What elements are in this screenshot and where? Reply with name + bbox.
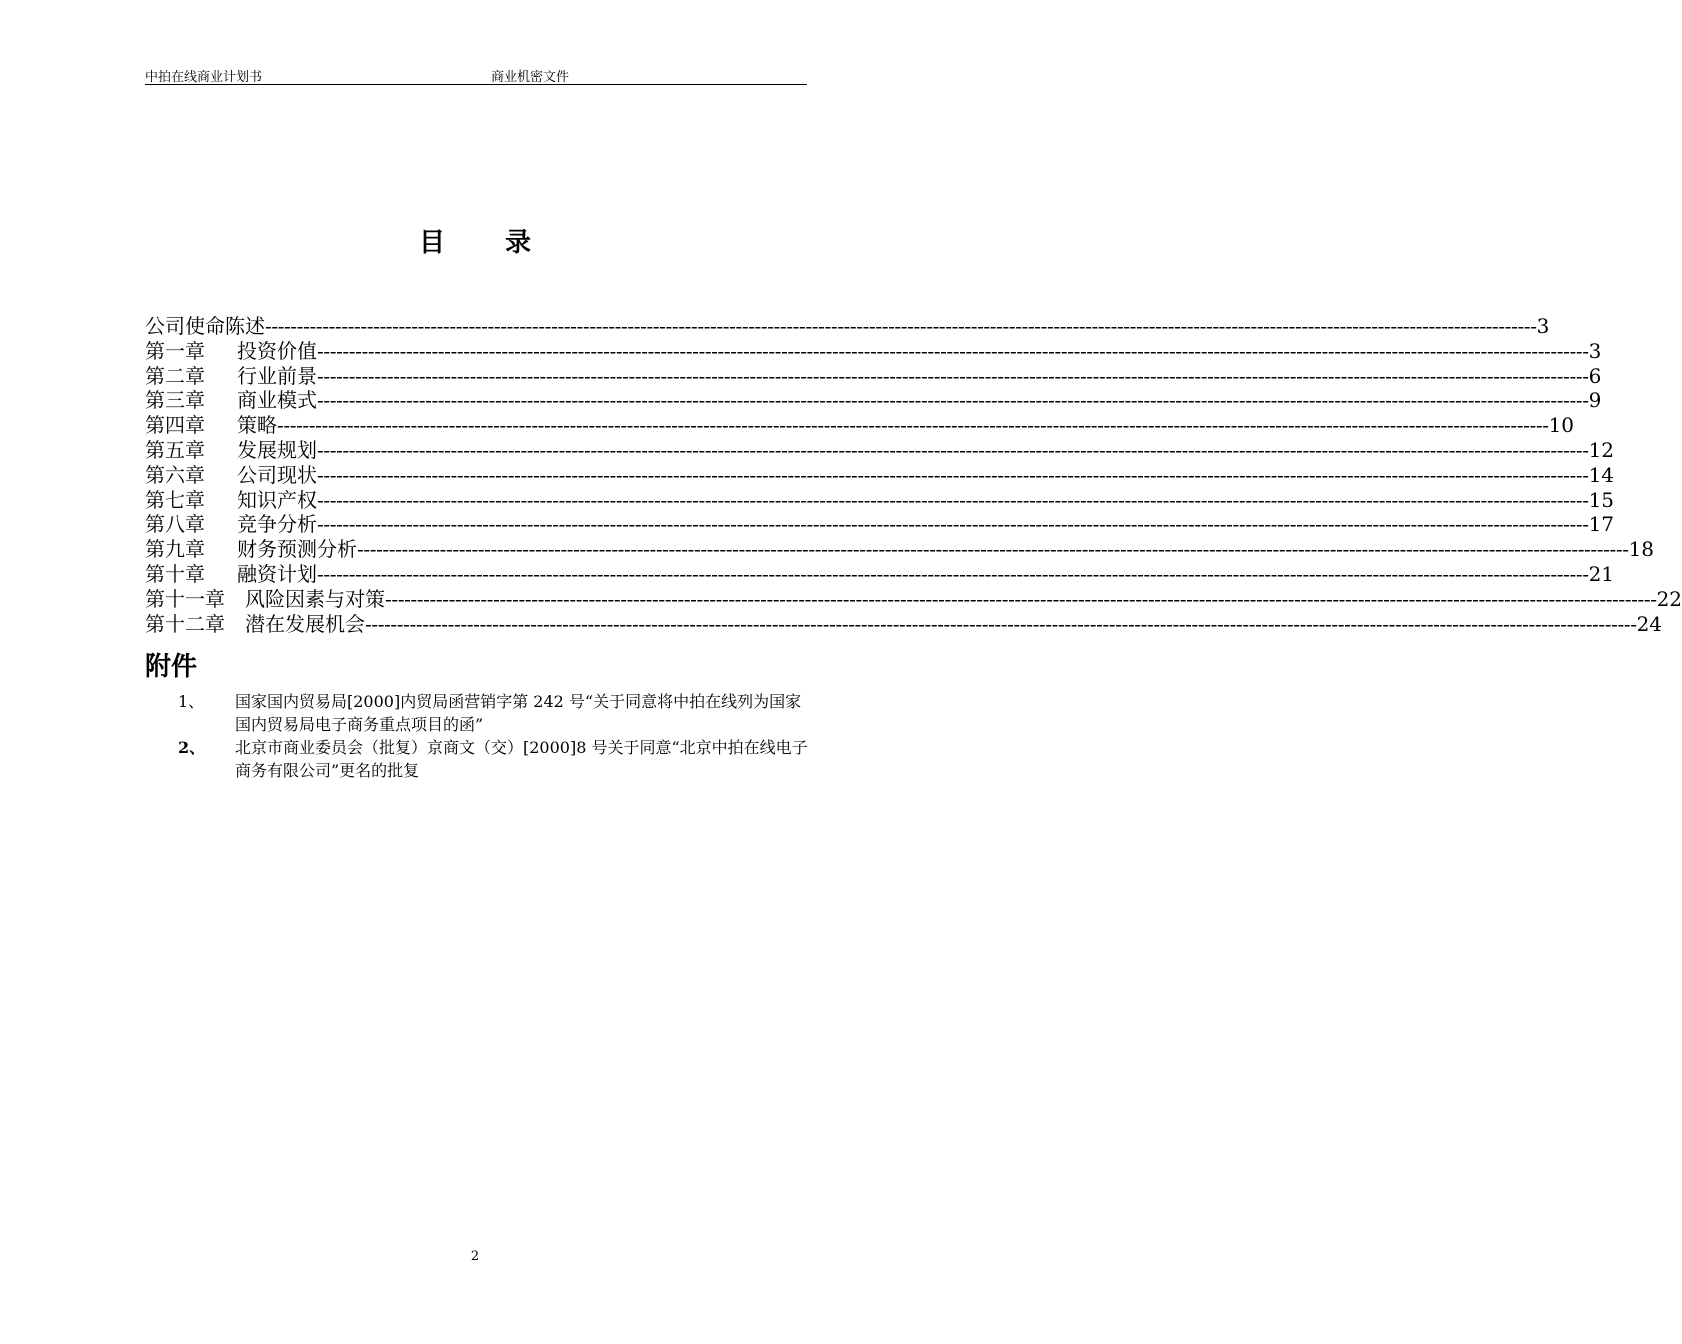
- page-header: [145, 64, 807, 85]
- toc-chapter-number: 第四章: [145, 413, 205, 438]
- toc-entry-label: [145, 488, 317, 513]
- annex-item: [145, 736, 810, 782]
- annex-item: [145, 690, 810, 736]
- toc-chapter-number: 第十一章: [145, 586, 225, 611]
- toc-chapter-number: 第十章: [145, 561, 205, 586]
- toc-chapter-name: 风险因素与对策: [245, 586, 385, 611]
- toc-title: [0, 222, 950, 259]
- toc-chapter-name: 商业模式: [237, 388, 317, 413]
- toc-entry[interactable]: [145, 437, 1615, 463]
- annex-list: [145, 690, 810, 782]
- toc-chapter-number: 第九章: [145, 537, 205, 562]
- toc-entry[interactable]: [145, 338, 1602, 364]
- toc-chapter-name: 融资计划: [237, 561, 317, 586]
- toc-entry-label: [145, 612, 365, 637]
- toc-page-number: 18: [1628, 537, 1655, 562]
- toc-entry-label: [145, 388, 317, 413]
- toc-chapter-name: 策略: [237, 413, 277, 438]
- toc-chapter-number: 第一章: [145, 338, 205, 363]
- toc-leader: --------------------------------------------------------------------------------------------------------------------------------------------------------------------------------------------------------: [365, 611, 1637, 636]
- toc-leader: --------------------------------------------------------------------------------------------------------------------------------------------------------------------------------------------------------: [317, 512, 1589, 537]
- annex-heading: 附件: [145, 652, 198, 682]
- toc-leader: --------------------------------------------------------------------------------------------------------------------------------------------------------------------------------------------------------: [317, 363, 1589, 388]
- toc-chapter-name: 投资价值: [237, 338, 317, 363]
- annex-item-number: 1、: [178, 692, 205, 711]
- annex-item-text: 国家国内贸易局[2000]内贸局函营销字第 242 号“关于同意将中拍在线列为国家国内贸易局电子商务重点项目的函”: [235, 692, 802, 734]
- toc-entry[interactable]: [145, 413, 1575, 438]
- toc-leader: --------------------------------------------------------------------------------------------------------------------------------------------------------------------------------------------------------: [317, 338, 1589, 363]
- toc-leader: --------------------------------------------------------------------------------------------------------------------------------------------------------------------------------------------------------: [277, 413, 1549, 438]
- toc-page-number: 24: [1636, 611, 1663, 636]
- toc-entry[interactable]: [145, 462, 1615, 488]
- toc-chapter-name: 竞争分析: [237, 512, 317, 537]
- toc-chapter-number: 第五章: [145, 437, 205, 462]
- toc-chapter-name: 财务预测分析: [237, 537, 357, 562]
- toc-page-number: 3: [1588, 338, 1602, 363]
- toc-page-number: 12: [1588, 437, 1615, 462]
- toc-chapter-name: 行业前景: [237, 363, 317, 388]
- toc-chapter-number: 第八章: [145, 512, 205, 537]
- toc-chapter-number: 第十二章: [145, 611, 225, 636]
- toc-entry-label: [145, 562, 317, 587]
- toc-entry[interactable]: [145, 314, 1550, 339]
- toc-page-number: 14: [1588, 462, 1615, 487]
- toc-chapter-number: 第六章: [145, 462, 205, 487]
- toc-leader: --------------------------------------------------------------------------------------------------------------------------------------------------------------------------------------------------------: [317, 487, 1589, 512]
- table-of-contents: [145, 314, 1682, 636]
- toc-entry-label: [145, 537, 357, 562]
- toc-entry-label: [145, 314, 265, 339]
- toc-entry[interactable]: [145, 561, 1615, 587]
- toc-entry[interactable]: [145, 537, 1655, 562]
- toc-leader: --------------------------------------------------------------------------------------------------------------------------------------------------------------------------------------------------------: [317, 437, 1589, 462]
- toc-chapter-name: 公司使命陈述: [145, 314, 265, 338]
- toc-page-number: 15: [1588, 487, 1615, 512]
- toc-entry[interactable]: [145, 512, 1615, 537]
- toc-entry-label: [145, 438, 317, 463]
- toc-leader: --------------------------------------------------------------------------------------------------------------------------------------------------------------------------------------------------------: [317, 561, 1589, 586]
- toc-entry-label: [145, 587, 385, 612]
- toc-entry[interactable]: [145, 611, 1663, 637]
- toc-chapter-name: 潜在发展机会: [245, 611, 365, 636]
- toc-page-number: 22: [1656, 586, 1682, 611]
- toc-chapter-number: 第三章: [145, 388, 205, 413]
- toc-page-number: 3: [1536, 314, 1550, 338]
- toc-page-number: 10: [1548, 413, 1575, 438]
- toc-chapter-number: 第二章: [145, 363, 205, 388]
- toc-leader: --------------------------------------------------------------------------------------------------------------------------------------------------------------------------------------------------------: [317, 388, 1589, 413]
- toc-chapter-name: 发展规划: [237, 437, 317, 462]
- header-doc-title: 中拍在线商业计划书: [145, 70, 263, 85]
- toc-leader: --------------------------------------------------------------------------------------------------------------------------------------------------------------------------------------------------------: [357, 537, 1629, 562]
- toc-title-char-2: 录: [505, 228, 532, 258]
- toc-entry[interactable]: [145, 388, 1602, 413]
- toc-entry-label: [145, 463, 317, 488]
- toc-chapter-number: 第七章: [145, 487, 205, 512]
- annex-item-number: 2、: [178, 738, 206, 757]
- page-number: 2: [470, 1249, 480, 1264]
- toc-entry[interactable]: [145, 586, 1682, 612]
- toc-entry-label: [145, 339, 317, 364]
- toc-title-char-1: 目: [418, 228, 445, 258]
- toc-leader: --------------------------------------------------------------------------------------------------------------------------------------------------------------------------------------------------------: [317, 462, 1589, 487]
- toc-leader: --------------------------------------------------------------------------------------------------------------------------------------------------------------------------------------------------------: [385, 586, 1657, 611]
- toc-page-number: 21: [1588, 561, 1615, 586]
- toc-chapter-name: 知识产权: [237, 487, 317, 512]
- toc-entry-label: [145, 413, 277, 438]
- annex-item-text: 北京市商业委员会（批复）京商文（交）[2000]8 号关于同意“北京中拍在线电子商务有限公司”更名的批复: [235, 738, 808, 780]
- toc-page-number: 6: [1588, 363, 1602, 388]
- toc-entry-label: [145, 512, 317, 537]
- toc-entry[interactable]: [145, 487, 1615, 513]
- toc-entry[interactable]: [145, 363, 1602, 389]
- toc-page-number: 17: [1588, 512, 1615, 537]
- toc-leader: --------------------------------------------------------------------------------------------------------------------------------------------------------------------------------------------------------: [265, 314, 1537, 338]
- toc-page-number: 9: [1588, 388, 1602, 413]
- toc-entry-label: [145, 364, 317, 389]
- header-confidential-label: 商业机密文件: [491, 70, 570, 85]
- toc-chapter-name: 公司现状: [237, 462, 317, 487]
